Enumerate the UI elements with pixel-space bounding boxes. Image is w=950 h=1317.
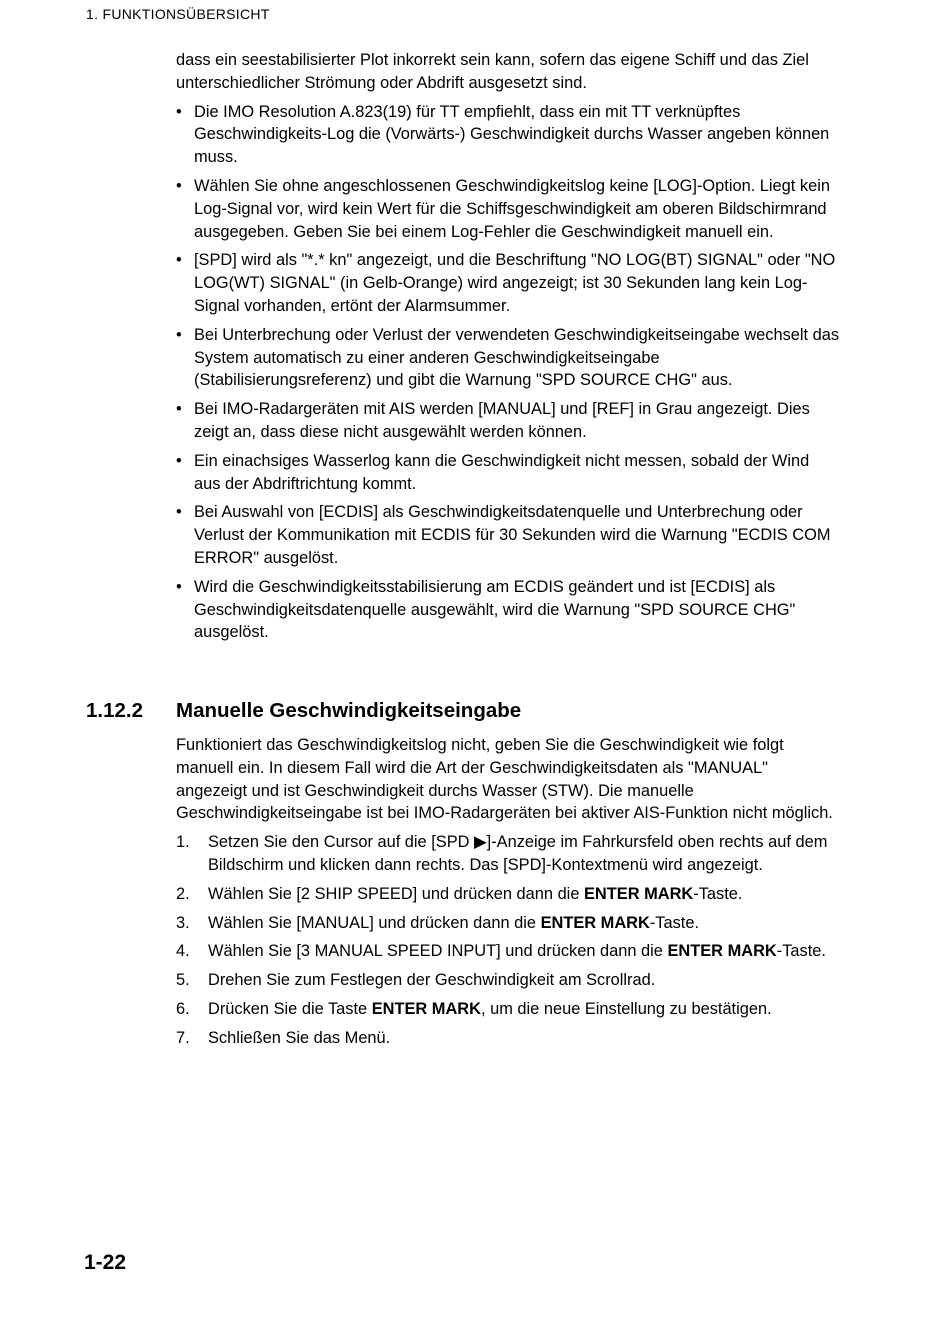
step-key-label: ENTER MARK [540, 913, 650, 932]
bullet-text: Ein einachsiges Wasserlog kann die Geschwindigkeit nicht messen, sobald der Wind aus der Abdriftrichtung kommt. [194, 451, 810, 493]
bullet-text: Bei Auswahl von [ECDIS] als Geschwindigkeitsdatenquelle und Unterbrechung oder Verlust der Kommunikation mit ECDIS für 30 Sekunden wird die Warnung "ECDIS COM ERROR" ausgelöst. [194, 503, 831, 567]
bullet-item [176, 501, 840, 569]
bullet-icon: • [176, 400, 182, 419]
step-number: 6. [176, 999, 190, 1018]
step-number: 5. [176, 971, 190, 990]
step-text: Setzen Sie den Cursor auf die [SPD ▶]-Anzeige im Fahrkursfeld oben rechts auf dem Bildschirm und klicken dann rechts. Das [SPD]-Kontextmenü wird angezeigt. [208, 833, 828, 874]
step-number: 2. [176, 884, 190, 903]
bullet-text: Wählen Sie ohne angeschlossenen Geschwindigkeitslog keine [LOG]-Option. Liegt kein Log-Signal vor, wird kein Wert für die Schiffsgeschwindigkeit am oberen Bildschirmrand ausgegeben. Geben Sie bei einem Log-Fehler die Geschwindigkeit manuell ein. [194, 176, 830, 241]
step-key-label: ENTER MARK [667, 942, 777, 961]
bullet-icon: • [176, 251, 182, 270]
step-item [176, 940, 840, 963]
step-number: 1. [176, 833, 190, 852]
body-content [176, 49, 840, 644]
section-title: Manuelle Geschwindigkeitseingabe [176, 699, 522, 722]
bullet-text: Bei IMO-Radargeräten mit AIS werden [MANUAL] und [REF] in Grau angezeigt. Dies zeigt an, dass diese nicht ausgewählt werden können. [194, 400, 810, 441]
step-text: Wählen Sie [MANUAL] und drücken dann die [208, 913, 541, 932]
bullet-text: [SPD] wird als "*.* kn" angezeigt, und die Beschriftung "NO LOG(BT) SIGNAL" oder "NO LOG(WT) SIGNAL" (in Gelb-Orange) wird angezeigt; ist 30 Sekunden lang kein Log-Signal vorhanden, ertönt der Alarmsummer. [194, 251, 836, 315]
bullet-icon: • [176, 451, 182, 470]
step-item [176, 998, 840, 1021]
section-intro: Funktioniert das Geschwindigkeitslog nicht, geben Sie die Geschwindigkeit wie folgt manuell ein. In diesem Fall wird die Art der Geschwindigkeitsdaten als "MANUAL" angezeigt und ist Geschwindigkeit durchs Wasser (STW). Die manuelle Geschwindigkeitseingabe ist bei IMO-Radargeräten bei aktiver AIS-Funktion nicht möglich. [176, 736, 833, 823]
bullet-text: Bei Unterbrechung oder Verlust der verwendeten Geschwindigkeitseingabe wechselt das System automatisch zu einer anderen Geschwindigkeitseingabe (Stabilisierungsreferenz) und gibt die Warnung "SPD SOURCE CHG" aus. [194, 325, 840, 390]
intro-paragraph: dass ein seestabilisierter Plot inkorrekt sein kann, sofern das eigene Schiff und das Ziel unterschiedlicher Strömung oder Abdrift ausgesetzt sind. [176, 51, 809, 92]
section-number: 1.12.2 [86, 699, 143, 722]
step-item [176, 883, 840, 906]
steps-list [176, 831, 840, 1049]
page-number: 1-22 [84, 1251, 127, 1274]
step-text: Drücken Sie die Taste [208, 999, 372, 1018]
bullet-item [176, 249, 840, 317]
step-item [176, 1027, 840, 1050]
bullet-icon: • [176, 102, 182, 121]
bullet-text: Die IMO Resolution A.823(19) für TT empfiehlt, dass ein mit TT verknüpftes Geschwindigkeits-Log die (Vorwärts-) Geschwindigkeit durchs Wasser angeben können muss. [194, 102, 830, 167]
section-body [176, 734, 840, 1050]
bullet-icon: • [176, 325, 182, 344]
step-text: Wählen Sie [2 SHIP SPEED] und drücken dann die [208, 884, 584, 903]
step-number: 4. [176, 942, 190, 961]
step-number: 3. [176, 913, 190, 932]
step-text-after: -Taste. [776, 942, 826, 961]
bullet-item [176, 450, 840, 496]
step-item [176, 969, 840, 992]
step-key-label: ENTER MARK [371, 999, 481, 1018]
running-header: 1. FUNKTIONSÜBERSICHT [86, 6, 270, 22]
bullet-list [176, 101, 840, 645]
bullet-icon: • [176, 176, 182, 195]
bullet-item [176, 576, 840, 644]
step-item [176, 912, 840, 935]
bullet-item [176, 398, 840, 444]
step-number: 7. [176, 1028, 190, 1047]
bullet-item [176, 101, 840, 169]
step-text: Wählen Sie [3 MANUAL SPEED INPUT] und drücken dann die [208, 942, 668, 961]
bullet-item [176, 324, 840, 392]
step-text-after: -Taste. [693, 884, 743, 903]
bullet-icon: • [176, 503, 182, 522]
step-text-after: , um die neue Einstellung zu bestätigen. [480, 999, 772, 1018]
step-item [176, 831, 840, 877]
section-heading [86, 698, 521, 724]
step-key-label: ENTER MARK [584, 884, 694, 903]
step-text: Schließen Sie das Menü. [208, 1028, 391, 1047]
bullet-text: Wird die Geschwindigkeitsstabilisierung am ECDIS geändert und ist [ECDIS] als Geschwindigkeitsdatenquelle ausgewählt, wird die Warnung "SPD SOURCE CHG" ausgelöst. [194, 577, 796, 642]
bullet-item [176, 175, 840, 243]
bullet-icon: • [176, 577, 182, 596]
step-text: Drehen Sie zum Festlegen der Geschwindigkeit am Scrollrad. [208, 971, 656, 990]
step-text-after: -Taste. [649, 913, 700, 932]
